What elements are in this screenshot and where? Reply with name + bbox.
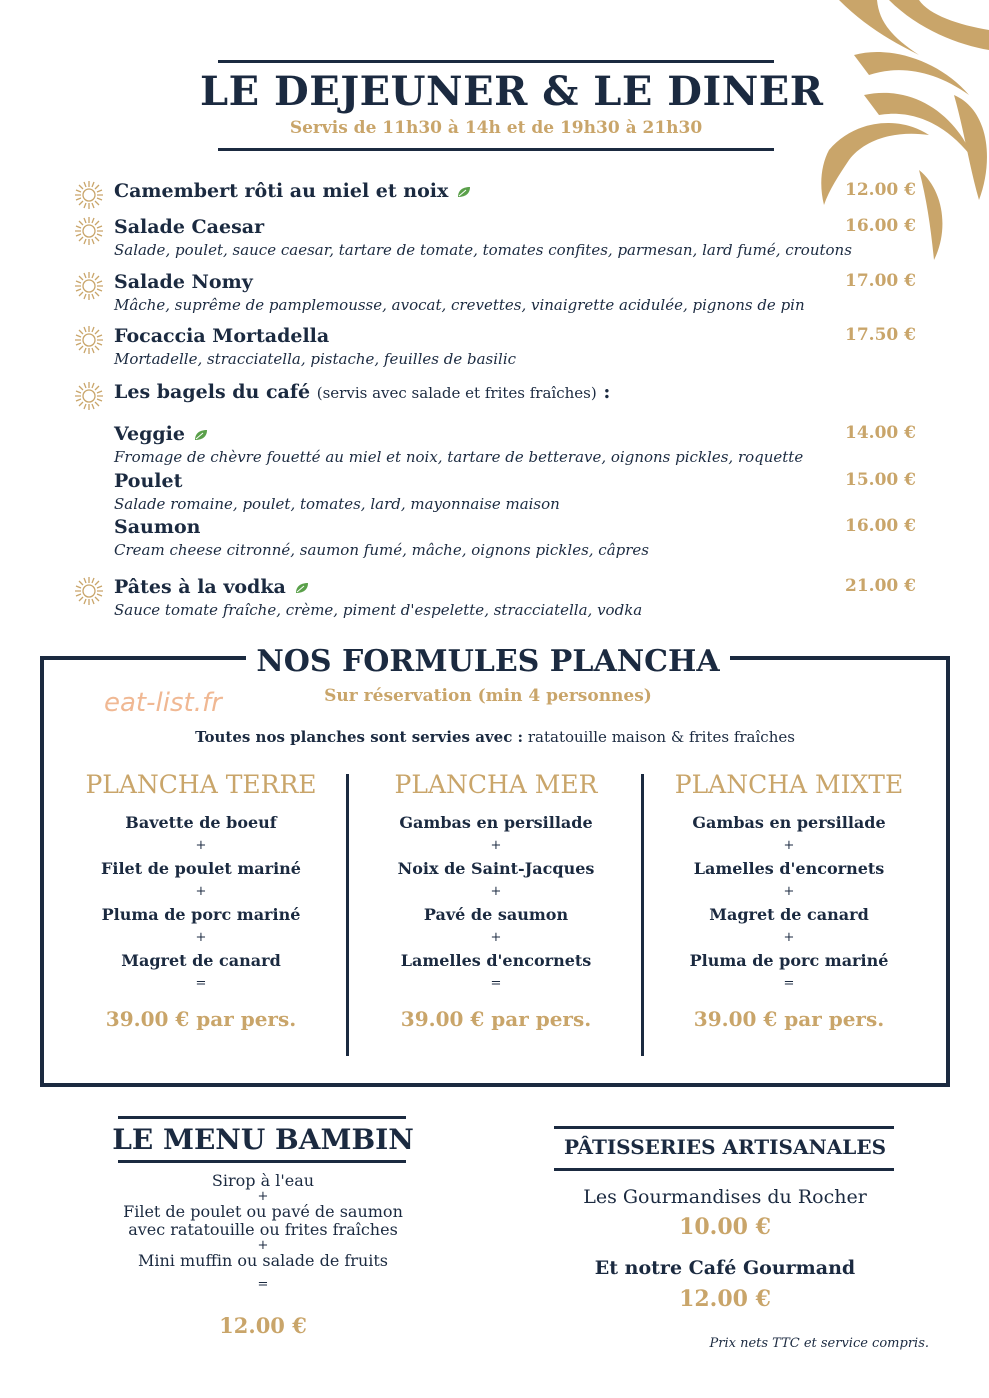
plancha-column-terre	[54, 770, 348, 1031]
watermark: eat-list.fr	[104, 688, 222, 718]
plus-sign: +	[257, 1189, 269, 1204]
patisseries-top-rule	[554, 1126, 894, 1129]
plancha-item: Lamelles d'encornets	[693, 859, 885, 878]
plancha-box-top-left-rule	[40, 656, 246, 660]
plus-sign: +	[490, 884, 502, 899]
plancha-note	[120, 728, 870, 746]
leaf-icon	[193, 428, 209, 442]
bambin-bottom-rule	[118, 1160, 406, 1163]
item-description: Fromage de chèvre fouetté au miel et noix, tartare de betterave, oignons pickles, roquette	[114, 448, 804, 466]
patisserie-price: 10.00 €	[679, 1214, 771, 1240]
item-description: Salade, poulet, sauce caesar, tartare de tomate, tomates confites, parmesan, lard fumé, croutons	[114, 241, 852, 259]
plancha-item: Pavé de saumon	[423, 905, 569, 924]
equals-sign: =	[783, 976, 795, 991]
item-price: 12.00 €	[845, 180, 916, 200]
equals-sign: =	[490, 976, 502, 991]
service-hours: Servis de 11h30 à 14h et de 19h30 à 21h30	[289, 118, 703, 138]
plancha-item: Gambas en persillade	[692, 813, 886, 832]
bambin-content	[100, 1172, 426, 1291]
plancha-column-title: PLANCHA MIXTE	[674, 770, 904, 799]
plancha-price: 39.00 € par pers.	[400, 1007, 592, 1031]
item-description: Mâche, suprême de pamplemousse, avocat, crevettes, vinaigrette acidulée, pignons de pin	[114, 296, 805, 314]
plancha-item: Lamelles d'encornets	[400, 951, 592, 970]
plancha-subtitle: Sur réservation (min 4 personnes)	[324, 686, 652, 706]
item-price: 21.00 €	[845, 576, 916, 596]
bambin-price: 12.00 €	[219, 1313, 307, 1338]
item-price: 16.00 €	[845, 516, 916, 536]
leaf-icon	[456, 185, 472, 199]
item-price: 17.00 €	[845, 271, 916, 291]
item-name: Les bagels du café	[114, 381, 311, 403]
plancha-column-title: PLANCHA TERRE	[85, 770, 317, 799]
header-bottom-rule	[218, 148, 774, 151]
item-name: Salade Caesar	[114, 216, 265, 238]
plancha-price: 39.00 € par pers.	[105, 1007, 297, 1031]
bambin-line: Mini muffin ou salade de fruits	[137, 1251, 388, 1270]
plancha-box-top-right-rule	[730, 656, 950, 660]
plancha-note-rest: ratatouille maison & frites fraîches	[523, 728, 795, 746]
item-name: Veggie	[114, 423, 185, 445]
item-price: 15.00 €	[845, 470, 916, 490]
equals-sign: =	[195, 976, 207, 991]
plancha-item: Magret de canard	[121, 951, 281, 970]
item-name: Salade Nomy	[114, 271, 253, 293]
item-note: (servis avec salade et frites fraîches)	[316, 384, 597, 402]
plancha-item: Magret de canard	[709, 905, 869, 924]
bambin-title: LE MENU BAMBIN	[112, 1123, 414, 1156]
item-name: Focaccia Mortadella	[114, 325, 330, 347]
plus-sign: +	[490, 838, 502, 853]
item-price: 14.00 €	[845, 423, 916, 443]
sun-star-icon	[74, 381, 104, 411]
sun-star-icon	[74, 576, 104, 606]
plus-sign: +	[195, 884, 207, 899]
patisserie-price: 12.00 €	[679, 1286, 771, 1312]
bambin-top-rule	[118, 1116, 406, 1119]
item-description: Cream cheese citronné, saumon fumé, mâche, oignons pickles, câpres	[114, 541, 649, 559]
patisserie-item: Et notre Café Gourmand	[594, 1257, 856, 1279]
plancha-item: Bavette de boeuf	[125, 813, 277, 832]
plus-sign: +	[257, 1238, 269, 1253]
item-name: Pâtes à la vodka	[114, 576, 286, 598]
patisseries-title: PÂTISSERIES ARTISANALES	[563, 1135, 887, 1159]
plancha-item: Pluma de porc mariné	[101, 905, 301, 924]
plancha-title: NOS FORMULES PLANCHA	[256, 644, 720, 679]
item-name: Camembert rôti au miel et noix	[114, 180, 449, 202]
item-price: 17.50 €	[845, 325, 916, 345]
plus-sign: +	[783, 930, 795, 945]
plancha-item: Noix de Saint-Jacques	[397, 859, 595, 878]
bambin-line: Sirop à l'eau	[211, 1171, 315, 1190]
sun-star-icon	[74, 180, 104, 210]
item-suffix: :	[596, 381, 611, 403]
sun-star-icon	[74, 325, 104, 355]
plus-sign: +	[490, 930, 502, 945]
plus-sign: +	[783, 838, 795, 853]
item-name: Poulet	[114, 470, 183, 492]
sun-star-icon	[74, 271, 104, 301]
footer-note: Prix nets TTC et service compris.	[709, 1336, 929, 1351]
patisserie-item: Les Gourmandises du Rocher	[583, 1186, 867, 1208]
plus-sign: +	[195, 930, 207, 945]
plancha-note-bold: Toutes nos planches sont servies avec :	[195, 728, 524, 746]
patisseries-bottom-rule	[554, 1168, 894, 1171]
equals-sign: =	[257, 1277, 269, 1292]
leaf-icon	[294, 581, 310, 595]
plancha-item: Gambas en persillade	[399, 813, 593, 832]
plancha-column-mixte	[642, 770, 936, 1031]
item-description: Salade romaine, poulet, tomates, lard, mayonnaise maison	[114, 495, 560, 513]
plancha-item: Pluma de porc mariné	[689, 951, 889, 970]
plancha-column-title: PLANCHA MER	[394, 770, 598, 799]
bambin-line: Filet de poulet ou pavé de saumon	[123, 1202, 403, 1221]
plus-sign: +	[195, 838, 207, 853]
page-title: LE DEJEUNER & LE DINER	[200, 68, 824, 115]
header-top-rule	[218, 60, 774, 63]
item-description: Sauce tomate fraîche, crème, piment d'espelette, stracciatella, vodka	[114, 601, 643, 619]
plancha-column-mer	[349, 770, 643, 1031]
item-description: Mortadelle, stracciatella, pistache, feuilles de basilic	[114, 350, 517, 368]
plancha-price: 39.00 € par pers.	[693, 1007, 885, 1031]
item-price: 16.00 €	[845, 216, 916, 236]
item-name: Saumon	[114, 516, 201, 538]
plus-sign: +	[783, 884, 795, 899]
plancha-item: Filet de poulet mariné	[101, 859, 301, 878]
sun-star-icon	[74, 216, 104, 246]
bambin-line: avec ratatouille ou frites fraîches	[128, 1220, 398, 1239]
